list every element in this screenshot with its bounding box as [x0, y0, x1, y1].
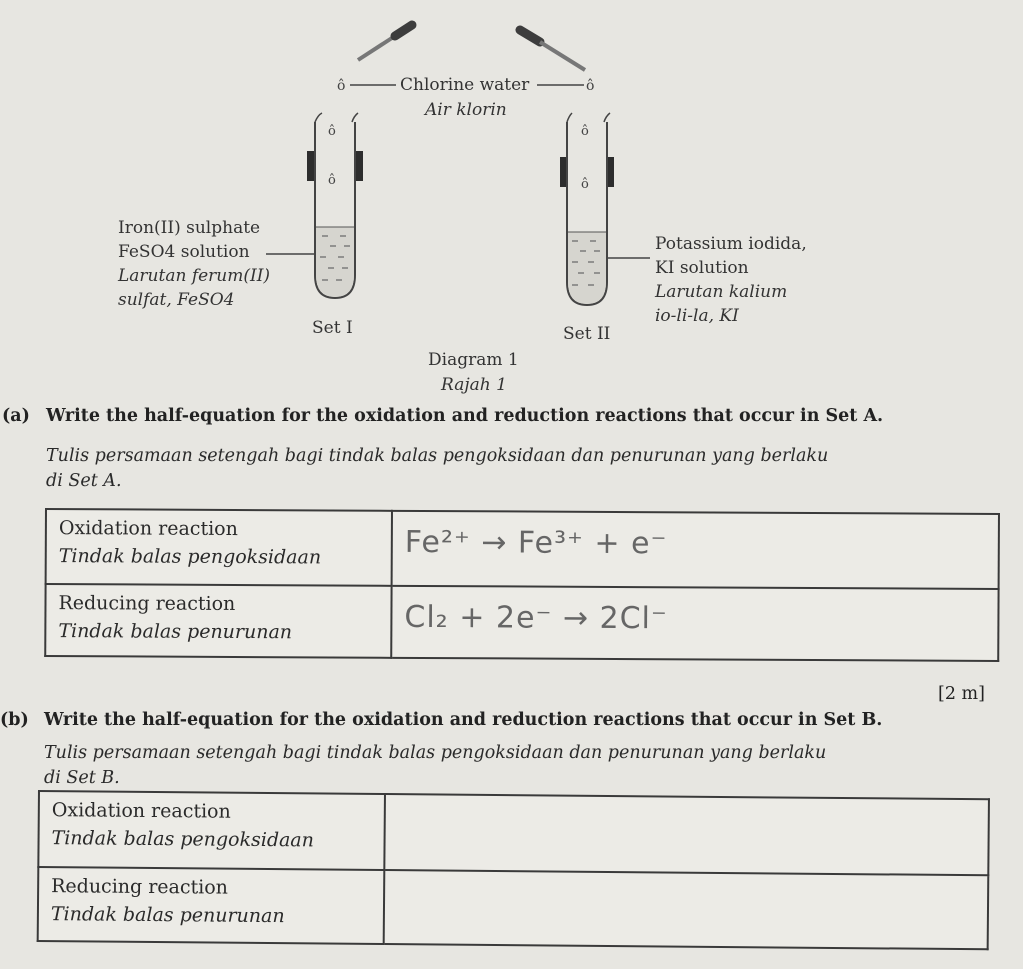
reduction-label-ms: Tindak balas penurunan	[58, 620, 293, 644]
left-test-tube	[266, 113, 363, 298]
svg-text:ô: ô	[586, 78, 595, 94]
part-a-question: Write the half-equation for the oxidation and reduction reactions that occur in Set A.	[46, 406, 884, 426]
b-reduction-label-ms: Tindak balas penurunan	[50, 903, 285, 928]
part-a-number: (a)	[2, 406, 30, 426]
b-oxidation-label-ms: Tindak balas pengoksidaan	[51, 827, 315, 852]
b-reduction-answer-cell[interactable]	[384, 870, 989, 949]
b-oxidation-label: Oxidation reaction	[51, 799, 231, 823]
part-b-number: (b)	[0, 710, 29, 730]
table-row	[45, 584, 998, 661]
right-test-tube	[560, 113, 650, 305]
left-label-line4: sulfat, FeSO4	[118, 290, 235, 310]
oxidation-label-cell	[46, 509, 392, 586]
set-1-label: Set I	[312, 318, 353, 338]
reduction-answer-cell[interactable]	[391, 586, 998, 661]
reduction-answer: Cl₂ + 2e⁻ → 2Cl⁻	[404, 599, 668, 637]
b-oxidation-answer-cell[interactable]	[384, 794, 989, 875]
chlorine-water-label-ms: Air klorin	[425, 100, 507, 120]
svg-text:ô: ô	[328, 124, 336, 139]
part-a-answer-table	[44, 508, 1000, 662]
part-a-question-ms-2: di Set A.	[46, 471, 122, 491]
svg-text:ô: ô	[581, 124, 589, 139]
svg-text:ô: ô	[581, 177, 589, 192]
reduction-label-cell	[45, 584, 391, 658]
b-reduction-label: Reducing reaction	[51, 875, 229, 899]
oxidation-answer: Fe²⁺ → Fe³⁺ + e⁻	[404, 524, 668, 562]
set-2-label: Set II	[563, 324, 611, 344]
table-row	[38, 867, 989, 949]
left-label-line3: Larutan ferum(II)	[118, 266, 271, 286]
svg-text:ô: ô	[337, 78, 346, 94]
left-dropper	[358, 25, 412, 60]
b-reduction-label-cell	[38, 867, 385, 944]
right-dropper	[520, 30, 585, 70]
table-row	[38, 791, 989, 875]
diagram-caption-ms: Rajah 1	[441, 375, 507, 395]
diagram-caption: Diagram 1	[428, 350, 519, 370]
left-solution-label	[118, 216, 270, 312]
right-label-line2: KI solution	[655, 258, 749, 278]
part-a-marks: [2 m]	[938, 684, 985, 704]
oxidation-label-ms: Tindak balas pengoksidaan	[58, 545, 322, 569]
left-label-line1: Iron(II) sulphate	[118, 218, 261, 238]
table-row	[46, 509, 999, 589]
part-b-question-ms-1: Tulis persamaan setengah bagi tindak balas pengoksidaan dan penurunan yang berlaku	[44, 743, 827, 763]
chlorine-water-label: Chlorine water	[400, 75, 530, 95]
right-label-line1: Potassium iodida,	[655, 234, 807, 254]
part-b-answer-table	[37, 790, 990, 950]
reduction-label: Reducing reaction	[58, 592, 236, 615]
part-a-question-ms-1: Tulis persamaan setengah bagi tindak balas pengoksidaan dan penurunan yang berlaku	[46, 446, 829, 466]
part-b-question: Write the half-equation for the oxidation and reduction reactions that occur in Set B.	[44, 710, 883, 730]
right-label-line4: io-li-la, KI	[655, 306, 739, 326]
left-label-line2: FeSO4 solution	[118, 242, 250, 262]
oxidation-label: Oxidation reaction	[58, 517, 238, 541]
right-solution-label	[655, 232, 807, 328]
svg-text:ô: ô	[328, 173, 336, 188]
part-b-question-ms-2: di Set B.	[44, 768, 120, 788]
oxidation-answer-cell[interactable]	[392, 511, 999, 589]
b-oxidation-label-cell	[38, 791, 385, 870]
right-label-line3: Larutan kalium	[655, 282, 788, 302]
